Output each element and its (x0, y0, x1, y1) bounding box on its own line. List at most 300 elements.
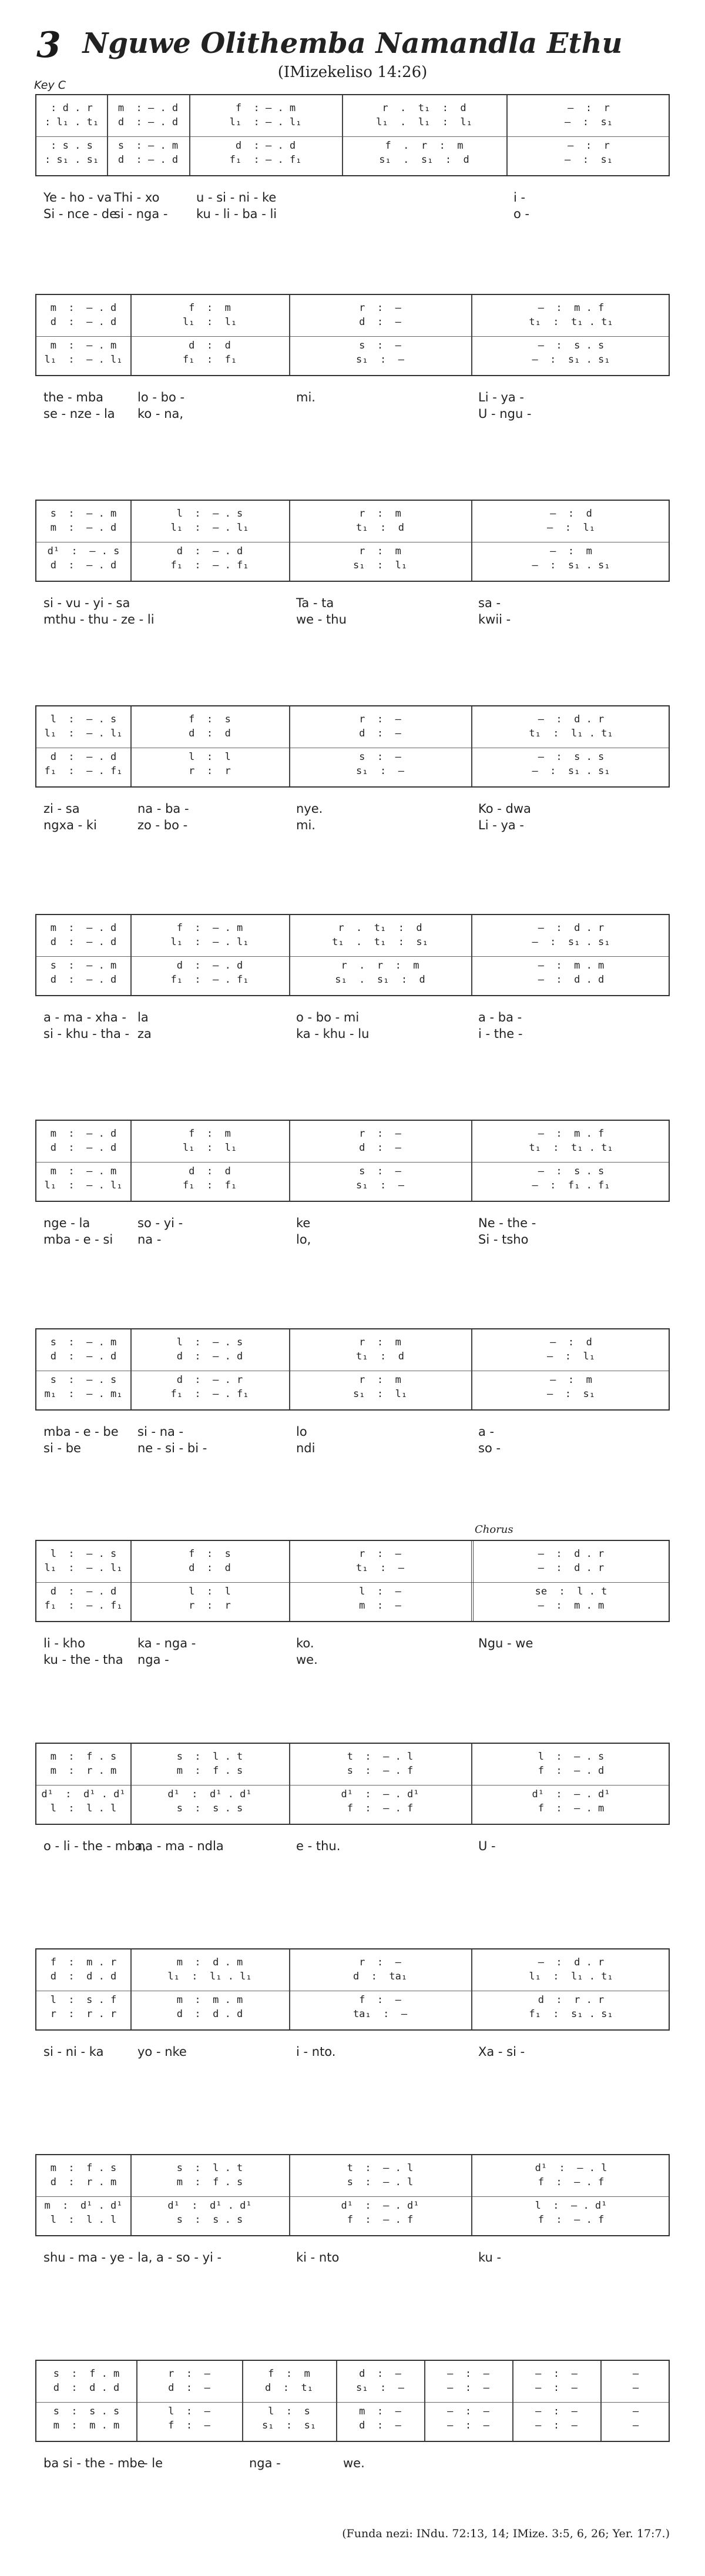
staff-box (35, 914, 670, 996)
measure-notes: — : d (550, 508, 592, 520)
alto-line (36, 2175, 669, 2189)
lyrics-verse-1 (35, 1423, 670, 1440)
measure-notes: — : s . s (538, 1165, 605, 1177)
measure-notes: r . t₁ : d (338, 922, 422, 934)
measure-notes: — : s . s (538, 751, 605, 763)
measure-notes: m : – . d (50, 522, 117, 534)
measure-notes: l : – . s (538, 1751, 605, 1763)
lyric-syllables: si - be (43, 1441, 81, 1455)
soprano-line (36, 1955, 669, 1969)
lyric-syllables: we. (343, 2456, 365, 2470)
measure-notes: f₁ : – . f₁ (170, 560, 249, 571)
soprano-line (36, 921, 669, 935)
bass-line (36, 2418, 669, 2433)
measure-notes: r : m (359, 545, 401, 557)
alto-line (36, 935, 669, 949)
staff-box (35, 1948, 670, 2031)
lyric-syllables: Ta - ta (296, 596, 334, 610)
measure-notes: d : – . d (235, 140, 296, 152)
measure-notes: l₁ : – . l₁ (44, 1180, 123, 1191)
measure-notes: s : — (359, 751, 401, 763)
measure-notes: d : r . r (538, 1994, 605, 2006)
measure-notes: s : – . m (50, 1336, 117, 1348)
measure-notes: — : s₁ (565, 116, 613, 128)
measure-notes: s : — (359, 340, 401, 351)
lyrics-verse-2 (35, 1854, 670, 1871)
measure-notes: f : – . d (538, 1765, 605, 1777)
lyric-syllables: mba - e - si (43, 1232, 113, 1247)
measure-notes: d¹ : – . l (535, 2162, 607, 2174)
lyric-syllables: na - (137, 1232, 162, 1247)
measure-notes: — : s₁ (547, 1388, 595, 1400)
measure-notes: s : f . m (53, 2368, 120, 2380)
soprano-line (36, 712, 669, 726)
lyrics-verse-2 (35, 817, 670, 833)
song-title: Nguwe Olithemba Namandla Ethu (82, 27, 623, 60)
measure-notes: m : r . m (50, 1765, 117, 1777)
measure-notes: — : m . m (538, 1600, 605, 1612)
measure-notes: l : — (359, 1586, 401, 1597)
measure-notes: r : m (359, 1336, 401, 1348)
measure-notes: s₁ : — (356, 1180, 404, 1191)
alto-line (36, 1349, 669, 1364)
lyric-syllables: i - (513, 190, 526, 205)
measure-notes: r : r . r (50, 2008, 117, 2020)
measure-notes: s : – . f (347, 1765, 414, 1777)
lyrics-verse-2 (35, 1026, 670, 1042)
measure-notes: f₁ : – . f₁ (170, 974, 249, 986)
measure-notes: d : – . d (50, 974, 117, 986)
measure-notes: d : – . d (176, 1351, 243, 1362)
measure-notes: d : – . r (176, 1374, 243, 1386)
measure-notes: s : s . s (53, 2406, 120, 2417)
measure-notes: s : – . l (347, 2176, 414, 2188)
music-system (35, 94, 670, 221)
staff-box (35, 294, 670, 376)
measure-notes: — : — (447, 2420, 489, 2431)
measure-notes: d¹ : d¹ . d¹ (167, 2200, 252, 2212)
lyrics-verse-1 (35, 1635, 670, 1652)
staff-box (35, 1328, 670, 1411)
measure-notes: s : s . s (176, 1803, 243, 1814)
tenor-line (36, 1164, 669, 1178)
measure-notes: f₁ : s₁ . s₁ (529, 2008, 613, 2020)
measure-notes: s : l . t (176, 2162, 243, 2174)
measure-notes: r : — (359, 713, 401, 725)
measure-notes: l : — (168, 2406, 210, 2417)
measure-notes: r : — (359, 302, 401, 314)
measure-notes: d : r . m (50, 2176, 117, 2188)
lyric-syllables: si - vu - yi - sa (43, 596, 130, 610)
soprano-line (36, 1750, 669, 1764)
lyric-syllables: Si - nce - de (43, 207, 118, 221)
measure-notes: f . r : m (385, 140, 464, 152)
music-system (35, 1328, 670, 1455)
measure-notes: l₁ : – . l₁ (44, 728, 123, 739)
measure-notes: l : l (189, 1586, 231, 1597)
lyrics-verse-2 (35, 611, 670, 628)
measure-notes: f : — (359, 1994, 401, 2006)
lyric-syllables: ndi (296, 1441, 315, 1455)
tenor-line (36, 1585, 669, 1599)
lyric-syllables: se - nze - la (43, 407, 115, 421)
measure-notes: m : – . d (50, 302, 117, 314)
alto-line (36, 1561, 669, 1575)
measure-notes: — : d (550, 1336, 592, 1348)
lyric-syllables: o - li - the - mba, (43, 1839, 147, 1853)
lyric-syllables: ne - si - bi - (137, 1441, 207, 1455)
measure-notes: r : — (359, 1128, 401, 1140)
measure-notes: m : f . s (176, 1765, 243, 1777)
lyric-syllables: a - (478, 1425, 495, 1439)
measure-notes: l₁ . l₁ : l₁ (376, 116, 472, 128)
measure-notes: l : – . s (50, 713, 117, 725)
lyrics-verse-1 (35, 189, 670, 206)
measure-notes: — : l₁ (547, 1351, 595, 1362)
staff-box (35, 1540, 670, 1622)
measure-notes: l₁ : – . l₁ (44, 354, 123, 366)
measure-notes: : d . r (51, 102, 93, 114)
measure-notes: d¹ : d¹ . d¹ (41, 1788, 126, 1800)
staff-box (35, 1120, 670, 1202)
measure-notes: — (632, 2420, 639, 2431)
measure-notes: r . r : m (341, 960, 419, 972)
chorus-label: Chorus (475, 1523, 513, 1536)
lyric-syllables: nge - la (43, 1216, 90, 1230)
measure-notes: — (632, 2382, 639, 2394)
alto-line (36, 1969, 669, 1984)
lyrics-verse-1 (35, 2044, 670, 2060)
measure-notes: s : – . m (118, 140, 179, 152)
measure-notes: — : d . r (538, 1548, 605, 1560)
measure-notes: d : t₁ (265, 2382, 313, 2394)
measure-notes: t₁ : t₁ . t₁ (529, 1142, 613, 1154)
measure-notes: d : – . d (50, 936, 117, 948)
measure-notes: f : – . f (538, 2176, 605, 2188)
measure-notes: t₁ : d (356, 522, 404, 534)
measure-notes: m : – . m (50, 1165, 117, 1177)
lyrics-verse-2 (35, 2266, 670, 2282)
measure-notes: f : – . m (235, 102, 296, 114)
lyrics-verse-2 (35, 206, 670, 222)
soprano-line (36, 301, 669, 315)
lyrics-verse-2 (35, 1440, 670, 1456)
measure-notes: r : m (359, 508, 401, 520)
music-system (35, 705, 670, 832)
lyrics-verse-1 (35, 1215, 670, 1231)
lyric-syllables: ku - (478, 2250, 502, 2265)
measure-notes: — : d . r (538, 922, 605, 934)
measure-notes: : s₁ . s₁ (44, 154, 99, 166)
measure-notes: : s . s (51, 140, 93, 152)
measure-notes: d¹ : d¹ . d¹ (167, 1788, 252, 1800)
lyric-syllables: mi. (296, 818, 315, 832)
measure-notes: — : m . m (538, 960, 605, 972)
lyric-syllables: we - thu (296, 612, 347, 627)
alto-line (36, 115, 669, 129)
measure-notes: d : — (359, 2368, 401, 2380)
measure-notes: s₁ . s₁ : d (335, 974, 425, 986)
measure-notes: r : — (359, 1957, 401, 1968)
lyric-syllables: ka - nga - (137, 1636, 196, 1650)
lyric-syllables: a - ba - (478, 1010, 522, 1024)
bass-line (36, 1387, 669, 1401)
music-system (35, 500, 670, 627)
lyric-syllables: la (137, 1010, 149, 1024)
lyric-syllables: mba - e - be (43, 1425, 119, 1439)
measure-notes: s₁ : — (356, 2382, 404, 2394)
measure-notes: r : r (189, 765, 231, 777)
measure-notes: l₁ : l₁ . l₁ (167, 1971, 252, 1982)
measure-notes: d¹ : – . s (47, 545, 120, 557)
lyric-syllables: a - ma - xha - (43, 1010, 126, 1024)
lyric-syllables: na - ma - ndla (137, 1839, 224, 1853)
measure-notes: d : – . d (50, 316, 117, 328)
measure-notes: l : – . s (50, 1548, 117, 1560)
measure-notes: f₁ : f₁ (182, 1180, 237, 1191)
lyric-syllables: si - na - (137, 1425, 184, 1439)
bass-line (36, 1801, 669, 1815)
bass-line (36, 153, 669, 167)
measure-notes: t₁ . t₁ : s₁ (332, 936, 428, 948)
measure-notes: — : — (447, 2368, 489, 2380)
measure-notes: d¹ : – . d¹ (341, 1788, 419, 1800)
lyric-syllables: U - ngu - (478, 407, 532, 421)
measure-notes: t₁ : — (356, 1562, 404, 1574)
music-system (35, 1743, 670, 1853)
measure-notes: l₁ : l₁ . t₁ (529, 1971, 613, 1982)
measure-notes: f : s (189, 1548, 231, 1560)
measure-notes: r : r (189, 1600, 231, 1612)
soprano-line (36, 2161, 669, 2175)
measure-notes: f : s (189, 713, 231, 725)
bass-line (36, 1599, 669, 1613)
measure-notes: — : s₁ (565, 154, 613, 166)
lyrics-verse-2 (35, 406, 670, 422)
lyric-syllables: kwii - (478, 612, 511, 627)
measure-notes: f : – . f (347, 1803, 414, 1814)
tenor-line (36, 139, 669, 153)
measure-notes: — : s₁ . s₁ (532, 560, 610, 571)
lyric-syllables: ke (296, 1216, 311, 1230)
song-number: 3 (36, 25, 61, 66)
measure-notes: f : m (189, 302, 231, 314)
soprano-line (36, 1335, 669, 1349)
measure-notes: d : – . d (176, 545, 243, 557)
measure-notes: l₁ : – . l₁ (170, 522, 249, 534)
measure-notes: l : l (189, 751, 231, 763)
measure-notes: f₁ : – . f₁ (170, 1388, 249, 1400)
measure-notes: — : r (568, 102, 610, 114)
lyric-syllables: i - nto. (296, 2045, 336, 2059)
lyric-syllables: nga - (249, 2456, 281, 2470)
lyric-syllables: shu - ma - ye - (43, 2250, 133, 2265)
measure-notes: d : – . d (50, 751, 117, 763)
measure-notes: f : – . m (176, 922, 243, 934)
lyric-syllables: ba si - the - mbe (43, 2456, 145, 2470)
bass-line (36, 1178, 669, 1192)
measure-notes: t₁ : l₁ . t₁ (529, 728, 613, 739)
measure-notes: — : s . s (538, 340, 605, 351)
voice-divider (36, 2402, 669, 2403)
lyric-syllables: Ngu - we (478, 1636, 533, 1650)
measure-notes: m : – . d (50, 1128, 117, 1140)
measure-notes: — (632, 2368, 639, 2380)
measure-notes: l : – . s (176, 508, 243, 520)
measure-notes: d : — (359, 2420, 401, 2431)
lyrics-verse-1 (35, 1009, 670, 1026)
measure-notes: d : ta₁ (352, 1971, 408, 1982)
bass-line (36, 558, 669, 572)
measure-notes: — : l₁ (547, 522, 595, 534)
measure-notes: f₁ : – . f₁ (229, 154, 302, 166)
lyric-syllables: li - kho (43, 1636, 85, 1650)
measure-notes: f₁ : – . f₁ (44, 1600, 123, 1612)
lyric-syllables: we. (296, 1653, 318, 1667)
tenor-line (36, 1373, 669, 1387)
alto-line (36, 521, 669, 535)
measure-notes: d : – . d (50, 1586, 117, 1597)
lyric-syllables: Ko - dwa (478, 802, 531, 816)
lyric-syllables: Ne - the - (478, 1216, 536, 1230)
measure-notes: d : – . d (118, 154, 179, 166)
lyrics-verse-1 (35, 389, 670, 406)
lyric-syllables: o - bo - mi (296, 1010, 360, 1024)
alto-line (36, 315, 669, 329)
lyric-syllables: i - the - (478, 1027, 523, 1041)
measure-notes: l₁ : – . l₁ (170, 936, 249, 948)
lyrics-verse-1 (35, 1838, 670, 1854)
measure-notes: s : – . m (50, 960, 117, 972)
measure-notes: m : – . m (50, 340, 117, 351)
measure-notes: l₁ : l₁ (182, 1142, 237, 1154)
alto-line (36, 2381, 669, 2395)
lyrics-verse-2 (35, 2060, 670, 2076)
music-system (35, 914, 670, 1041)
lyric-syllables: mi. (296, 390, 315, 404)
lyric-syllables: lo (296, 1425, 307, 1439)
lyrics-verse-1 (35, 800, 670, 817)
staff-box (35, 94, 670, 176)
measure-notes: m₁ : – . m₁ (44, 1388, 123, 1400)
staff-box (35, 500, 670, 582)
lyric-syllables: lo - bo - (137, 390, 185, 404)
measure-notes: t₁ : d (356, 1351, 404, 1362)
measure-notes: d : d . d (53, 2382, 120, 2394)
measure-notes: f : m . r (50, 1957, 117, 1968)
measure-notes: — : d . r (538, 713, 605, 725)
measure-notes: s₁ . s₁ : d (379, 154, 469, 166)
lyric-syllables: the - mba (43, 390, 104, 404)
measure-notes: ta₁ : — (352, 2008, 408, 2020)
lyric-syllables: Si - tsho (478, 1232, 529, 1247)
measure-notes: — : f₁ . f₁ (532, 1180, 610, 1191)
measure-notes: — : — (447, 2382, 489, 2394)
tenor-line (36, 959, 669, 973)
staff-box (35, 705, 670, 788)
bass-line (36, 2007, 669, 2021)
lyric-syllables: ku - the - tha (43, 1653, 123, 1667)
measure-notes: f₁ : f₁ (182, 354, 237, 366)
lyric-syllables: Li - ya - (478, 390, 525, 404)
music-system (35, 1523, 670, 1667)
measure-notes: — : r (568, 140, 610, 152)
measure-notes: l : s . f (50, 1994, 117, 2006)
voice-divider (36, 136, 669, 137)
bass-line (36, 2213, 669, 2227)
lyric-syllables: sa - (478, 596, 501, 610)
measure-notes: r . t₁ : d (382, 102, 466, 114)
music-system (35, 294, 670, 421)
measure-notes: f₁ : – . f₁ (44, 765, 123, 777)
measure-notes: m : f . s (176, 2176, 243, 2188)
measure-notes: — : d . r (538, 1957, 605, 1968)
measure-notes: s : – . m (50, 508, 117, 520)
measure-notes: l : – . d¹ (535, 2200, 607, 2212)
tenor-line (36, 544, 669, 558)
music-system (35, 2360, 670, 2470)
alto-line (36, 726, 669, 741)
lyric-syllables: so - (478, 1441, 501, 1455)
measure-notes: — : — (447, 2406, 489, 2417)
measure-notes: d : d (189, 1562, 231, 1574)
soprano-line (36, 507, 669, 521)
lyric-syllables: Xa - si - (478, 2045, 525, 2059)
scripture-reference: (IMizekeliso 14:26) (277, 63, 428, 81)
measure-notes: — : m (550, 545, 592, 557)
measure-notes: d : — (359, 316, 401, 328)
measure-notes: t₁ : t₁ . t₁ (529, 316, 613, 328)
measure-notes: l₁ : l₁ (182, 316, 237, 328)
staff-box (35, 2360, 670, 2442)
tenor-line (36, 750, 669, 764)
lyric-syllables: si - khu - tha - (43, 1027, 130, 1041)
measure-notes: f : m (189, 1128, 231, 1140)
lyric-syllables: lo, (296, 1232, 311, 1247)
measure-notes: l₁ : – . l₁ (229, 116, 302, 128)
measure-notes: l : s (268, 2406, 310, 2417)
alto-line (36, 1141, 669, 1155)
lyric-syllables: mthu - thu - ze - li (43, 612, 155, 627)
measure-notes: m : m . m (53, 2420, 120, 2431)
measure-notes: d : – . d (176, 960, 243, 972)
tenor-line (36, 1787, 669, 1801)
measure-notes: r : — (168, 2368, 210, 2380)
measure-notes: l : l . l (50, 1803, 117, 1814)
measure-notes: d : d (189, 1165, 231, 1177)
staff-box (35, 1743, 670, 1825)
lyric-syllables: so - yi - (137, 1216, 183, 1230)
lyric-syllables: ku - li - ba - li (196, 207, 277, 221)
lyric-syllables: nye. (296, 802, 323, 816)
lyric-syllables: ngxa - ki (43, 818, 97, 832)
measure-notes: — : s₁ . s₁ (532, 765, 610, 777)
measure-notes: m : d . m (176, 1957, 243, 1968)
lyrics-verse-1 (35, 2455, 670, 2471)
lyric-syllables: ko. (296, 1636, 314, 1650)
tenor-line (36, 2199, 669, 2213)
measure-notes: f : — (168, 2420, 210, 2431)
lyric-syllables: ki - nto (296, 2250, 340, 2265)
tenor-line (36, 1993, 669, 2007)
measure-notes: — : s₁ . s₁ (532, 936, 610, 948)
measure-notes: d¹ : – . d¹ (341, 2200, 419, 2212)
measure-notes: f : – . f (347, 2214, 414, 2226)
lyrics-verse-1 (35, 595, 670, 611)
bass-line (36, 973, 669, 987)
measure-notes: — : — (535, 2406, 578, 2417)
soprano-line (36, 101, 669, 115)
